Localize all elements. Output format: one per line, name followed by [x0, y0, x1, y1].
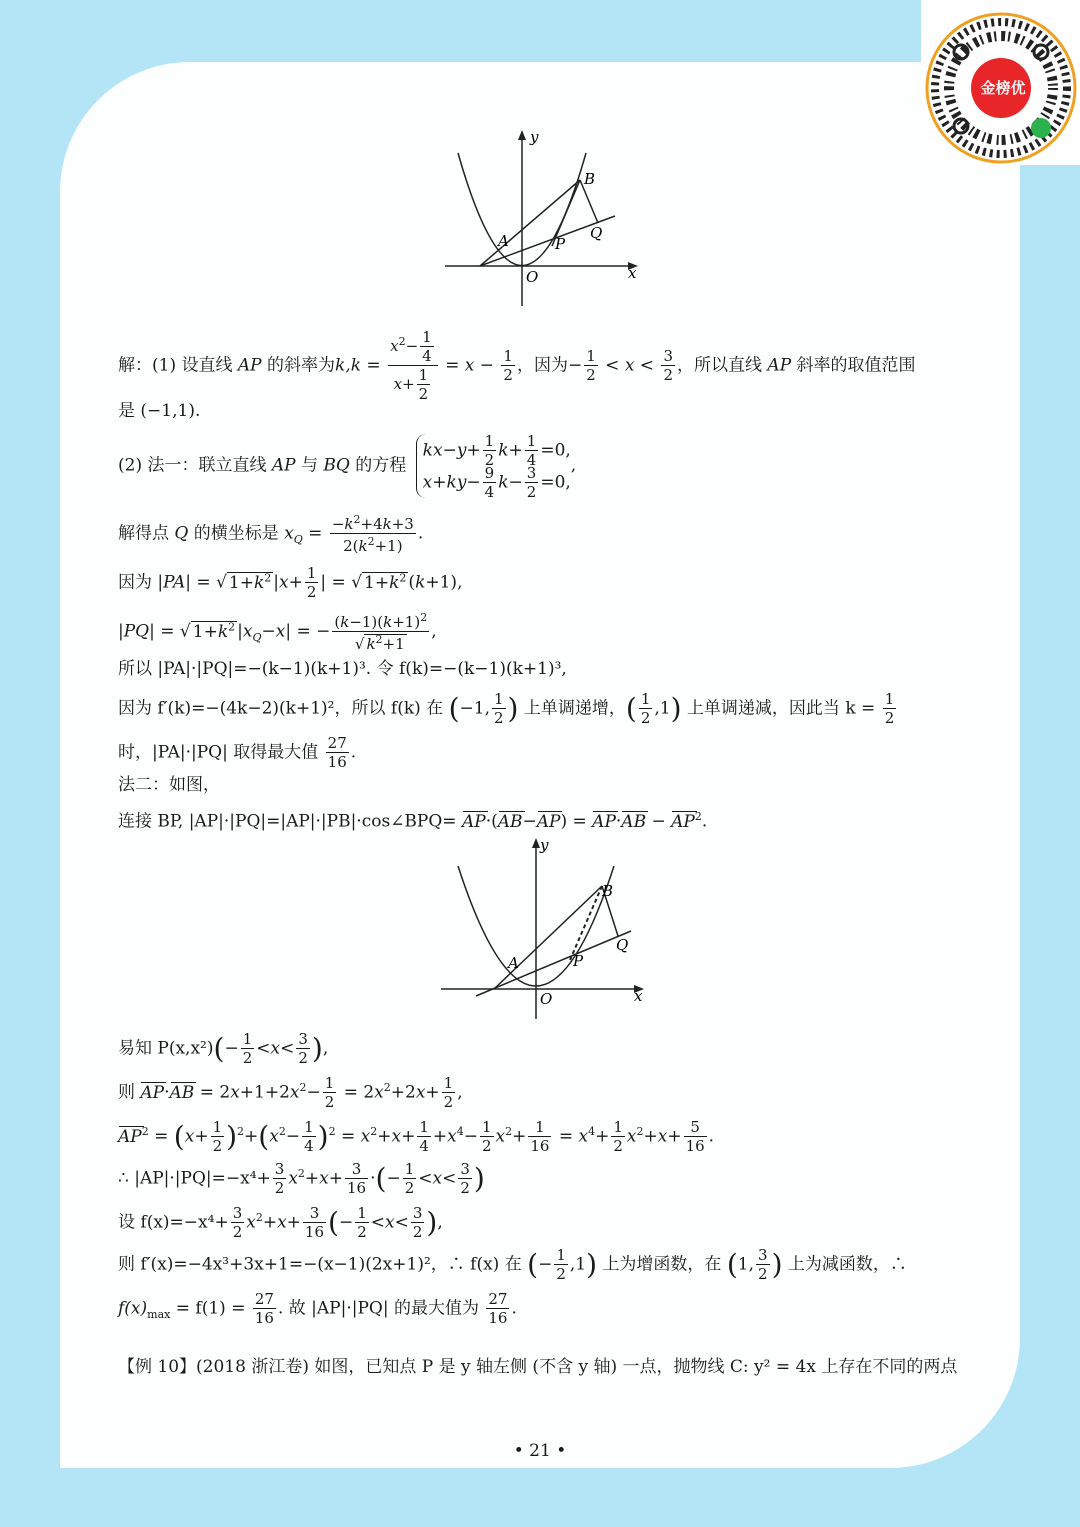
solution-xq: 解得点 Q 的横坐标是 $x_Q$ = $\frac{-k^2+4k+3}{2(k^2+1)}$ .	[118, 513, 424, 555]
method-two-define-f: 设 f(x)=−x⁴+ $\frac{3}{2}$ $x^2+x+$ $\frac{3}{16}$ (− $\frac{1}{2}$ <x< $\frac{3}{2}$ ),	[118, 1204, 443, 1241]
solution-part1: 解：(1) 设直线 AP 的斜率为k,k = $x^2-$ $\frac{1}{4}$ x+ $\frac{1}{2}$ = x − $\frac{1}{2}$ ，因为− $\frac{1}{2}$ < x < $\frac{3}{2}$ ，所以直线 AP 斜率的取值范围	[118, 328, 916, 403]
fig1-label-o: O	[526, 268, 539, 286]
fig1-label-x: x	[628, 264, 637, 282]
solution-pq: |PQ| = √ $1+k^2$ $|x_Q-x|$ = − $\frac{(k-1)(k+1)^2}{√ k^2+1}$ ,	[118, 611, 437, 653]
fig2-label-q: Q	[616, 936, 629, 954]
method-two-ap-squared: $AP^2 = (x+$ $\frac{1}{2}$ )$^2+(x^2-$ $\frac{1}{4}$ )$^2 = x^2+x+$ $\frac{1}{4}$ $+x^4-$ $\frac{1}{2}$ $x^2+$ $\frac{1}{16}$ = $x^4+$ $\frac{1}{2}$ $x^2+x+$ $\frac{5}{16}$ .	[118, 1118, 715, 1155]
fig2-label-o: O	[540, 990, 553, 1008]
example-10: 【例 10】(2018 浙江卷) 如图，已知点 P 是 y 轴左侧 (不含 y 轴) 一点，抛物线 C: y² = 4x 上存在不同的两点	[118, 1357, 958, 1377]
fig2-label-p: P	[573, 952, 584, 970]
method-two-point-p: 易知 P(x,x²)(− $\frac{1}{2}$ <x< $\frac{3}{2}$ ),	[118, 1030, 329, 1067]
fig1-label-b: B	[584, 170, 596, 188]
parabola-figure-2	[436, 836, 646, 1021]
fig2-label-a: A	[508, 954, 519, 972]
fig1-label-q: Q	[590, 224, 603, 242]
solution-part1-end: 是 (−1,1).	[118, 401, 201, 421]
method-two-dot-product: 则 $AP\cdot AB = 2x+1+2x^2-$ $\frac{1}{2}$ = $2x^2+2x+$ $\frac{1}{2}$ ,	[118, 1074, 463, 1111]
method-two-vector: 连接 BP, |AP|·|PQ|=|AP|·|PB|·cos∠BPQ= $AP\cdot(AB-AP) = AP\cdot AB - AP^2$.	[118, 810, 708, 832]
page-number: • 21 •	[513, 1441, 567, 1461]
method-two-product: ∴ |AP|·|PQ|=−x⁴+ $\frac{3}{2}$ $x^2+x+$ $\frac{3}{16}$ ·(− $\frac{1}{2}$ <x< $\frac{3}{2}$ )	[118, 1160, 485, 1197]
fig1-label-p: P	[555, 235, 566, 253]
fig2-label-y: y	[540, 836, 549, 854]
fig2-label-b: B	[602, 882, 614, 900]
solution-max: 时，|PA|·|PQ| 取得最大值 $\frac{27}{16}$ .	[118, 734, 357, 771]
method-two-conclusion: $f(x)_{max} = f(1)$ = $\frac{27}{16}$ . 故 |AP|·|PQ| 的最大值为 $\frac{27}{16}$ .	[118, 1290, 517, 1327]
solution-part2-system: (2) 法一：联立直线 AP 与 BQ 的方程 kx−y+ $\frac{1}{2}$ k+ $\frac{1}{4}$ =0, x+ky− $\frac{9}{4}$ k− $\frac{3}{2}$ =0, ,	[118, 432, 577, 501]
solution-product: 所以 |PA|·|PQ|=−(k−1)(k+1)³. 令 f(k)=−(k−1)(k+1)³,	[118, 659, 567, 679]
solution-monotonic: 因为 f′(k)=−(4k−2)(k+1)²，所以 f(k) 在 (−1, $\frac{1}{2}$ ) 上单调递增，( $\frac{1}{2}$ ,1) 上单调递减，因此当 k = $\frac{1}{2}$	[118, 690, 895, 727]
method-two-derivative: 则 f′(x)=−4x³+3x+1=−(x−1)(2x+1)²，∴ f(x) 在 (− $\frac{1}{2}$ ,1) 上为增函数，在 (1, $\frac{3}{2}$ ) 上为减函数，∴	[118, 1246, 907, 1283]
fig1-label-y: y	[530, 128, 539, 146]
fig2-label-x: x	[634, 987, 643, 1005]
qr-brand-label: 金榜优	[980, 79, 1026, 97]
solution-pa: 因为 |PA| = √ $1+k^2$ |x+ $\frac{1}{2}$ | = √ $1+k^2$ (k+1),	[118, 564, 463, 601]
method-two-heading: 法二：如图，	[118, 775, 220, 795]
parabola-figure-1	[440, 128, 640, 308]
fig1-label-a: A	[498, 232, 509, 250]
